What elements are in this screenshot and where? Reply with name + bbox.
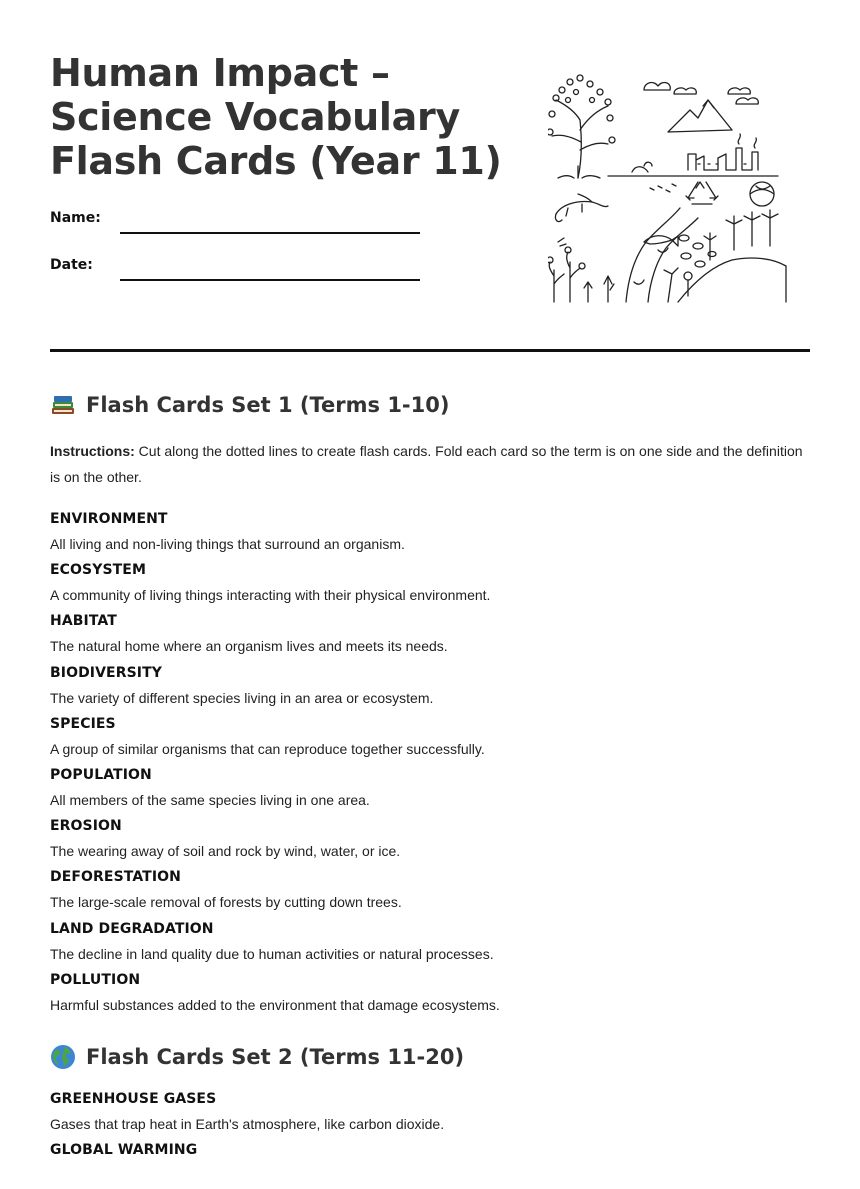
term: EROSION [50,818,122,835]
definition: The decline in land quality due to human activities or natural processes. [50,945,494,962]
list-item [50,865,810,916]
definition: The variety of different species living in an area or ecosystem. [50,689,434,706]
definition: A group of similar organisms that can reproduce together successfully. [50,740,485,757]
term: LAND DEGRADATION [50,920,214,937]
list-item [50,917,810,968]
term: ECOSYSTEM [50,562,146,579]
worksheet-page [50,0,810,1159]
instructions [50,438,810,490]
page-title: Human Impact – Science Vocabulary Flash Cards (Year 11) [50,51,502,183]
name-label: Name: [50,210,101,226]
list-item [50,814,810,865]
term: HABITAT [50,613,117,630]
name-line[interactable] [120,232,420,234]
list-item [50,712,810,763]
term: GREENHOUSE GASES [50,1091,217,1107]
term: DEFORESTATION [50,869,181,886]
instructions-label: Instructions: [50,443,135,459]
set1-term-list [50,507,810,1019]
definition: Gases that trap heat in Earth's atmosphere, like carbon dioxide. [50,1116,445,1132]
books-icon [50,392,76,418]
header-divider [50,349,810,352]
set2-title [50,1042,464,1072]
set1-title-text: Flash Cards Set 1 (Terms 1-10) [86,393,450,417]
term: POPULATION [50,766,152,783]
set2-term-list [50,1087,810,1189]
set1-title [50,390,449,420]
list-item [50,661,810,712]
definition: The natural home where an organism lives and meets its needs. [50,638,448,655]
date-label: Date: [50,257,93,273]
term: POLLUTION [50,971,141,988]
term: SPECIES [50,715,116,732]
definition: Harmful substances added to the environment that damage ecosystems. [50,996,500,1013]
definition: The wearing away of soil and rock by wind, water, or ice. [50,843,401,860]
name-field-row [50,210,430,240]
list-item [50,1138,810,1189]
list-item [50,558,810,609]
globe-icon [50,1044,76,1070]
definition: The large-scale removal of forests by cutting down trees. [50,894,402,911]
list-item [50,1087,810,1138]
definition: All members of the same species living in one area. [50,791,370,808]
list-item [50,763,810,814]
instructions-text: Cut along the dotted lines to create flash cards. Fold each card so the term is on one side and the definition is on the other. [50,443,803,485]
term: ENVIRONMENT [50,511,168,527]
date-line[interactable] [120,279,420,281]
definition: All living and non-living things that surround an organism. [50,536,405,552]
list-item [50,968,810,1019]
list-item [50,609,810,660]
date-field-row [50,257,430,287]
term: GLOBAL WARMING [50,1142,198,1159]
worksheet-header [50,0,810,352]
list-item [50,507,810,558]
term: BIODIVERSITY [50,664,162,681]
environment-sketch-icon [548,70,790,304]
set2-title-text: Flash Cards Set 2 (Terms 11-20) [86,1045,465,1069]
definition: A community of living things interacting with their physical environment. [50,587,491,604]
